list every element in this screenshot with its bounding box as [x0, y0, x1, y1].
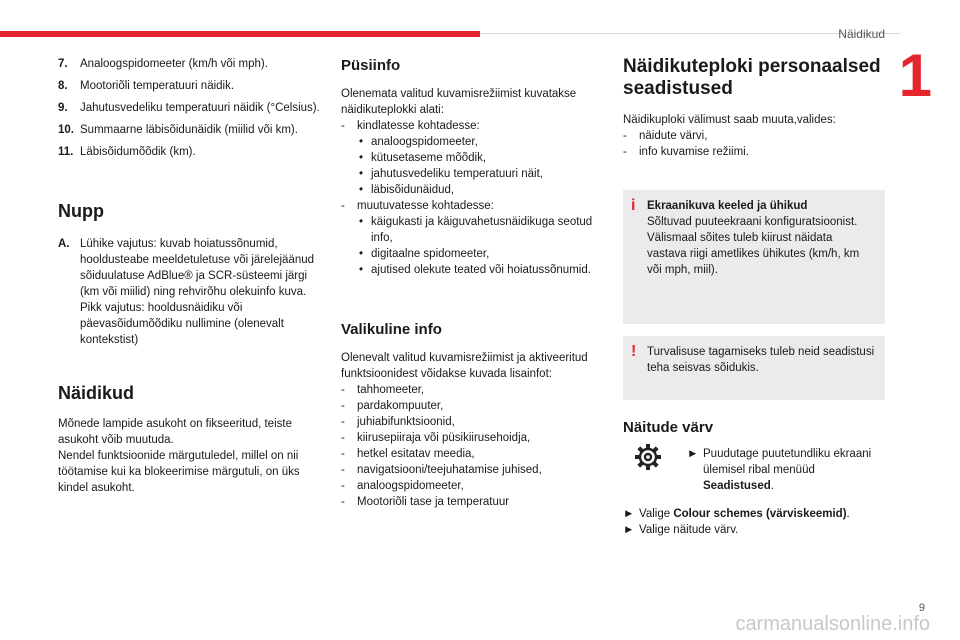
list-item: • jahutusvedeliku temperatuuri näit, [359, 168, 543, 180]
step-1: ► Puudutage puutetundliku ekraani ülemisel ribal menüüd Seadistused. [687, 448, 872, 492]
list-item: 11. Läbisõidumõõdik (km). [58, 146, 196, 158]
heading-naidikud: Näidikud [58, 383, 135, 403]
list-item: - näidute värvi, [623, 130, 708, 142]
warning-icon: ! [631, 343, 637, 360]
list-item: 8. Mootoriõli temperatuuri näidik. [58, 80, 235, 92]
paragraph: Mõnede lampide asukoht on fikseeritud, teiste asukoht võib muutuda. [58, 418, 292, 446]
list-item: • käigukasti ja käiguvahetusnäidikuga seotud info, [359, 216, 593, 244]
list-item: - juhiabifunktsioonid, [341, 416, 455, 428]
list-item: - kindlatesse kohtadesse: [341, 120, 480, 132]
arrow-icon: ► [623, 524, 635, 536]
gear-icon [634, 443, 662, 471]
list-item: 10. Summaarne läbisõidunäidik (miilid või km). [58, 124, 298, 136]
chapter-number: 1 [898, 42, 932, 109]
paragraph: Nendel funktsioonide märgutuledel, millel on nii töötamise kui ka blokeerimise märgutuli, on üks kindel asukoht. [58, 450, 300, 494]
list-item: - kiirusepiiraja või püsikiirusehoidja, [341, 432, 531, 444]
heading-naitude-varv: Näitude värv [623, 419, 714, 436]
list-item: - pardakompuuter, [341, 400, 444, 412]
heading-valikuline-info: Valikuline info [341, 321, 442, 338]
list-item: - hetkel esitatav meedia, [341, 448, 475, 460]
column-1 [58, 56, 320, 496]
watermark: carmanualsonline.info [735, 613, 930, 635]
paragraph: Näidikuploki välimust saab muuta,valides: [623, 114, 836, 126]
list-item: 9. Jahutusvedeliku temperatuuri näidik (°Celsius). [58, 102, 320, 114]
heading-pysiinfo: Püsiinfo [341, 57, 401, 74]
paragraph: Olenevalt valitud kuvamisrežiimist ja aktiveeritud funktsioonidest võidakse kuvada lisainfot: [341, 352, 588, 380]
paragraph: Olenemata valitud kuvamisrežiimist kuvatakse näidikuteplokki alati: [341, 88, 577, 116]
list-item: • ajutised olekute teated või hoiatussõnumid. [359, 264, 591, 276]
column-3 [623, 56, 885, 538]
list-item: • analoogspidomeeter, [359, 136, 478, 148]
arrow-icon: ► [623, 508, 635, 520]
list-item: 7. Analoogspidomeeter (km/h või mph). [58, 58, 268, 70]
section-title: Näidikud [838, 27, 885, 41]
list-item: - analoogspidomeeter, [341, 480, 464, 492]
list-item: - Mootoriõli tase ja temperatuur [341, 496, 510, 508]
list-item: - tahhomeeter, [341, 384, 425, 396]
list-item: • läbisõidunäidud, [359, 184, 455, 196]
page-number: 9 [918, 602, 925, 614]
header-accent-bar [0, 31, 480, 37]
step-2: ► Valige Colour schemes (värviskeemid). [623, 508, 850, 520]
arrow-icon: ► [687, 448, 699, 460]
list-item: • digitaalne spidomeeter, [359, 248, 490, 260]
list-item: - muutuvatesse kohtadesse: [341, 200, 494, 212]
step-3: ► Valige näitude värv. [623, 524, 739, 536]
button-description: A. Lühike vajutus: kuvab hoiatussõnumid, hooldusteabe meeldetuletuse või järelejäänud sõiduulatuse AdBlue® ja SCR-süsteemi järgi (km või miilid) ning rehvirõhu olekuinfo kuva. Pikk vajutus: hooldusnäidiku või päevasõidumõõdiku nullimine (olenevalt kontekstist) [58, 238, 315, 346]
info-box: i Ekraanikuva keeled ja ühikud Sõltuvad puuteekraani konfiguratsioonist. Välismaal sõites tuleb kiirust näidata vastava riigi ametlikes ühikutes (km/h, km või mph, miil). [623, 190, 885, 324]
list-item: - info kuvamise režiimi. [623, 146, 749, 158]
header-rule [480, 33, 900, 34]
heading-personal-settings: Näidikuteploki personaalsed seadistused [623, 56, 881, 99]
warning-box: ! Turvalisuse tagamiseks tuleb neid seadistusi teha seisvas sõidukis. [623, 336, 885, 400]
list-item: • kütusetaseme mõõdik, [359, 152, 487, 164]
legend-list [58, 56, 320, 160]
info-icon: i [631, 197, 636, 214]
list-item: - navigatsiooni/teejuhatamise juhised, [341, 464, 542, 476]
column-2 [341, 56, 603, 510]
heading-nupp: Nupp [58, 201, 104, 221]
